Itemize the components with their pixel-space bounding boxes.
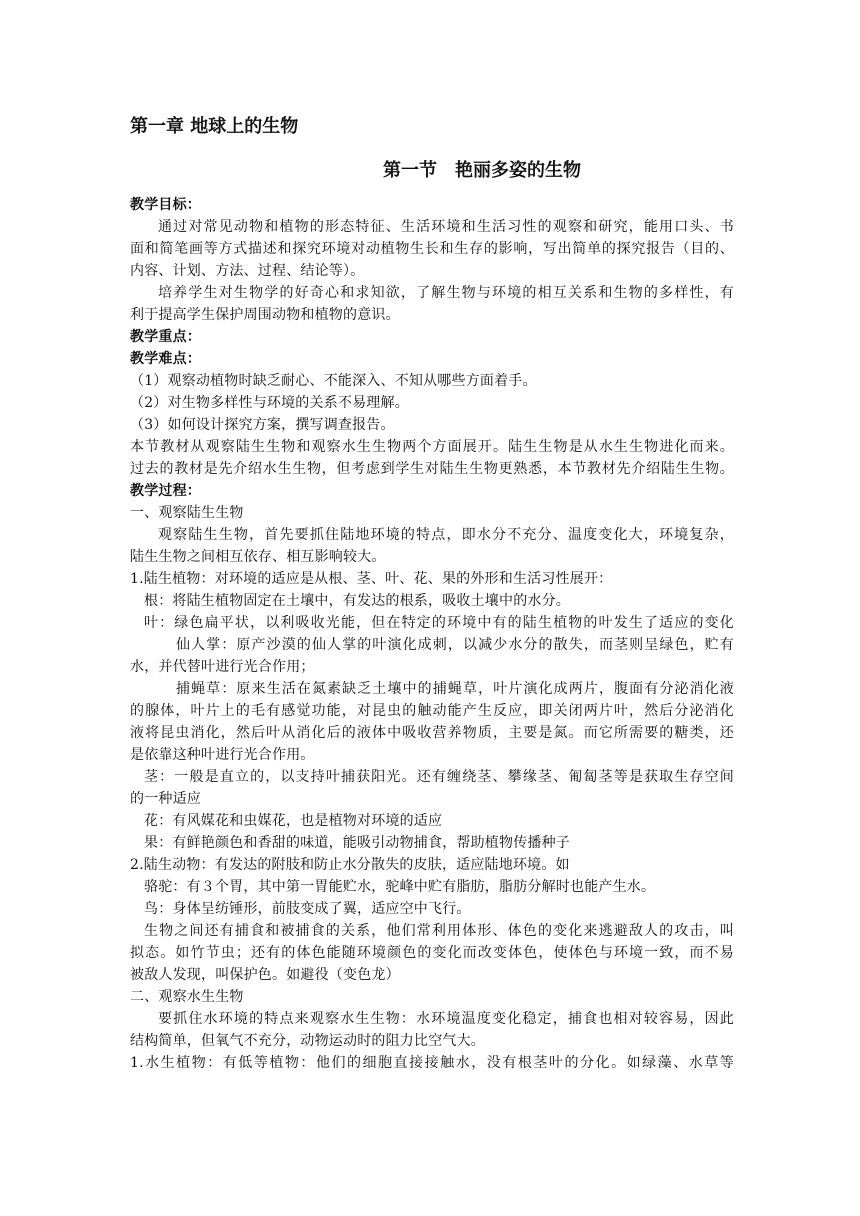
text-line: 是依靠这种叶进行光合作用。 (130, 747, 315, 763)
chapter-title: 第一章 地球上的生物 (130, 116, 299, 137)
text-line: 结构简单，但氧气不充分，动物运动时的阻力比空气大。 (130, 1033, 485, 1049)
text-line: （1）观察动植物时缺乏耐心、不能深入、不知从哪些方面着手。 (130, 373, 537, 389)
section-title: 第一节 艳丽多姿的生物 (383, 160, 581, 181)
text-line: 通过对常见动物和植物的形态特征、生活环境和生活习性的观察和研究，能用口头、书 (158, 219, 734, 235)
text-line: 二、观察水生生物 (130, 989, 244, 1005)
text-line: 水，并代替叶进行光合作用； (130, 659, 315, 675)
text-line: 本节教材从观察陆生生物和观察水生生物两个方面展开。陆生生物是从水生生物进化而来。 (130, 439, 734, 455)
text-line: 的腺体，叶片上的毛有感觉功能，对昆虫的触动能产生反应，即关闭两片叶，然后分泌消化 (130, 703, 734, 719)
text-line: 骆驼：有３个胃，其中第一胃能贮水，驼峰中贮有脂肪，脂肪分解时也能产生水。 (144, 879, 656, 895)
text-line: 观察陆生生物，首先要抓住陆地环境的特点，即水分不充分、温度变化大，环境复杂， (158, 527, 734, 543)
text-line: 内容、计划、方法、过程、结论等）。 (130, 263, 365, 279)
text-line: 利于提高学生保护周围动物和植物的意识。 (130, 307, 400, 323)
text-line: 教学重点： (130, 329, 201, 345)
text-line: 根：将陆生植物固定在土壤中，有发达的根系，吸收土壤中的水分。 (144, 593, 570, 609)
text-line: 拟态。如竹节虫；还有的体色能随环境颜色的变化而改变体色，使体色与环境一致，而不易 (130, 945, 734, 961)
text-line: 鸟：身体呈纺锤形，前肢变成了翼，适应空中飞行。 (144, 901, 471, 917)
text-line: 的一种适应 (130, 791, 201, 807)
text-line: 1.水生植物：有低等植物：他们的细胞直接接触水，没有根茎叶的分化。如绿藻、水草等 (130, 1055, 734, 1071)
text-line: 面和简笔画等方式描述和探究环境对动植物生长和生存的影响，写出简单的探究报告（目的、 (130, 241, 734, 257)
text-line: 一、观察陆生生物 (130, 505, 244, 521)
document-body (130, 194, 734, 1074)
text-line: 果：有鲜艳颜色和香甜的味道，能吸引动物捕食，帮助植物传播种子 (144, 835, 570, 851)
text-line: 1.陆生植物：对环境的适应是从根、茎、叶、花、果的外形和生活习性展开： (130, 571, 613, 587)
text-line: 教学目标： (130, 197, 201, 213)
text-line: 培养学生对生物学的好奇心和求知欲，了解生物与环境的相互关系和生物的多样性，有 (158, 285, 734, 301)
text-line: 叶：绿色扁平状，以利吸收光能，但在特定的环境中有的陆生植物的叶发生了适应的变化 (144, 615, 734, 631)
document-page (130, 112, 734, 1074)
text-line: 花：有风媒花和虫媒花，也是植物对环境的适应 (144, 813, 443, 829)
text-line: （3）如何设计探究方案，撰写调查报告。 (130, 417, 395, 433)
text-line: 生物之间还有捕食和被捕食的关系，他们常利用体形、体色的变化来逃避敌人的攻击，叫 (144, 923, 734, 939)
text-line: 要抓住水环境的特点来观察水生生物：水环境温度变化稳定，捕食也相对较容易，因此 (158, 1011, 734, 1027)
text-line: 被敌人发现，叫保护色。如避役（变色龙） (130, 967, 400, 983)
text-line: 茎：一般是直立的，以支持叶捕获阳光。还有缠绕茎、攀缘茎、匍匐茎等是获取生存空间 (144, 769, 734, 785)
text-line: 过去的教材是先介绍水生生物，但考虑到学生对陆生生物更熟悉，本节教材先介绍陆生生物。 (130, 461, 734, 477)
text-line: 教学过程： (130, 483, 201, 499)
text-line: 液将昆虫消化，然后叶从消化后的液体中吸收营养物质，主要是氮。而它所需要的糖类，还 (130, 725, 734, 741)
text-line: 2.陆生动物：有发达的附肢和防止水分散失的皮肤，适应陆地环境。如 (130, 857, 570, 873)
text-line: （2）对生物多样性与环境的关系不易理解。 (130, 395, 409, 411)
text-line: 教学难点： (130, 351, 201, 367)
text-line: 陆生生物之间相互依存、相互影响较大。 (130, 549, 386, 565)
text-line: 仙人掌：原产沙漠的仙人掌的叶演化成刺，以减少水分的散失，而茎则呈绿色，贮有 (176, 637, 734, 653)
text-line: 捕蝇草：原来生活在氮素缺乏土壤中的捕蝇草，叶片演化成两片，腹面有分泌消化液 (176, 681, 734, 697)
